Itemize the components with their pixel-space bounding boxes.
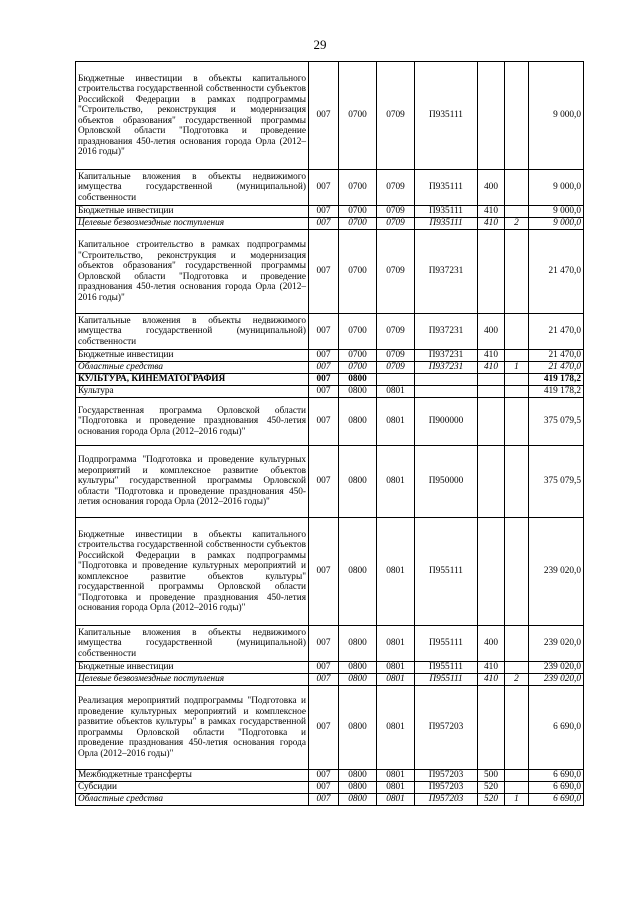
expense-name-cell: Межбюджетные трансферты	[76, 770, 309, 782]
subsection-code-cell: 0801	[377, 518, 415, 626]
grbs-code-cell: 007	[309, 206, 339, 218]
subsection-code-cell: 0801	[377, 398, 415, 446]
subsection-code-cell: 0709	[377, 314, 415, 350]
target-item-cell: П955111	[415, 518, 478, 626]
expense-type-cell: 520	[478, 794, 505, 806]
expense-name-cell: Бюджетные инвестиции в объекты капитального строительства государственной собственности субъектов Российской Федерации в рамках подпрограммы "Строительство, реконструкция и модернизация объектов образования" государственной программы Орловской области "Подготовка и проведение празднования 450-летия основания города Орла (2012–2016 годы)"	[76, 62, 309, 170]
section-code-cell: 0700	[339, 218, 377, 230]
section-code-cell: 0800	[339, 794, 377, 806]
expense-type-cell: 400	[478, 314, 505, 350]
table-row	[76, 686, 584, 770]
amount-cell: 239 020,0	[529, 662, 584, 674]
target-item-cell: П937231	[415, 314, 478, 350]
amount-cell: 6 690,0	[529, 782, 584, 794]
section-code-cell: 0700	[339, 362, 377, 374]
section-code-cell: 0800	[339, 446, 377, 518]
subsection-code-cell: 0709	[377, 350, 415, 362]
section-code-cell: 0800	[339, 662, 377, 674]
table-row	[76, 350, 584, 362]
target-item-cell	[415, 374, 478, 386]
expense-name-cell: Капитальные вложения в объекты недвижимого имущества государственной (муниципальной) собственности	[76, 170, 309, 206]
section-code-cell: 0800	[339, 782, 377, 794]
expense-name-cell: Целевые безвозмездные поступления	[76, 218, 309, 230]
expense-name-cell: Областные средства	[76, 362, 309, 374]
amount-cell: 239 020,0	[529, 518, 584, 626]
expense-name-cell: Реализация мероприятий подпрограммы "Подготовка и проведение культурных мероприятий и комплексное развитие объектов культуры" в рамках государственной программы Орловской области "Подготовка и проведение празднования 450-летия основания города Орла (2012–2016 годы)"	[76, 686, 309, 770]
section-code-cell: 0800	[339, 770, 377, 782]
subsection-code-cell: 0801	[377, 386, 415, 398]
table-row	[76, 218, 584, 230]
subsection-code-cell: 0709	[377, 206, 415, 218]
amount-cell: 419 178,2	[529, 386, 584, 398]
funding-source-cell	[505, 314, 529, 350]
target-item-cell: П937231	[415, 230, 478, 314]
funding-source-cell	[505, 686, 529, 770]
grbs-code-cell: 007	[309, 62, 339, 170]
target-item-cell: П950000	[415, 446, 478, 518]
section-code-cell: 0800	[339, 518, 377, 626]
funding-source-cell	[505, 206, 529, 218]
expense-type-cell: 400	[478, 170, 505, 206]
funding-source-cell: 1	[505, 794, 529, 806]
grbs-code-cell: 007	[309, 218, 339, 230]
table-row	[76, 362, 584, 374]
table-row	[76, 170, 584, 206]
target-item-cell: П937231	[415, 350, 478, 362]
grbs-code-cell: 007	[309, 662, 339, 674]
funding-source-cell	[505, 770, 529, 782]
expense-type-cell: 520	[478, 782, 505, 794]
funding-source-cell	[505, 386, 529, 398]
table-row	[76, 782, 584, 794]
subsection-code-cell: 0709	[377, 62, 415, 170]
target-item-cell: П955111	[415, 674, 478, 686]
grbs-code-cell: 007	[309, 794, 339, 806]
table-row	[76, 518, 584, 626]
grbs-code-cell: 007	[309, 446, 339, 518]
grbs-code-cell: 007	[309, 674, 339, 686]
expense-name-cell: Бюджетные инвестиции	[76, 206, 309, 218]
section-code-cell: 0700	[339, 314, 377, 350]
grbs-code-cell: 007	[309, 314, 339, 350]
grbs-code-cell: 007	[309, 782, 339, 794]
table-row	[76, 206, 584, 218]
funding-source-cell	[505, 398, 529, 446]
expense-type-cell	[478, 62, 505, 170]
table-row	[76, 398, 584, 446]
subsection-code-cell: 0801	[377, 686, 415, 770]
subsection-code-cell: 0801	[377, 794, 415, 806]
funding-source-cell: 1	[505, 362, 529, 374]
expense-name-cell: КУЛЬТУРА, КИНЕМАТОГРАФИЯ	[76, 374, 309, 386]
expense-name-cell: Субсидии	[76, 782, 309, 794]
expense-name-cell: Капитальные вложения в объекты недвижимого имущества государственной (муниципальной) собственности	[76, 626, 309, 662]
subsection-code-cell: 0709	[377, 218, 415, 230]
expense-type-cell: 410	[478, 662, 505, 674]
expense-type-cell	[478, 398, 505, 446]
grbs-code-cell: 007	[309, 374, 339, 386]
amount-cell: 21 470,0	[529, 362, 584, 374]
target-item-cell: П935111	[415, 62, 478, 170]
grbs-code-cell: 007	[309, 626, 339, 662]
amount-cell: 21 470,0	[529, 314, 584, 350]
grbs-code-cell: 007	[309, 386, 339, 398]
section-code-cell: 0800	[339, 398, 377, 446]
table-row	[76, 626, 584, 662]
expense-type-cell	[478, 446, 505, 518]
table-row	[76, 794, 584, 806]
expense-type-cell: 400	[478, 626, 505, 662]
expense-type-cell: 410	[478, 350, 505, 362]
table-row	[76, 674, 584, 686]
expense-type-cell: 500	[478, 770, 505, 782]
table-row	[76, 386, 584, 398]
target-item-cell: П957203	[415, 782, 478, 794]
table-row	[76, 230, 584, 314]
expense-name-cell: Бюджетные инвестиции в объекты капитального строительства государственной собственности субъектов Российской Федерации в рамках подпрограммы "Подготовка и проведение культурных мероприятий и комплексное развитие объектов культуры" государственной программы Орловской области "Подготовка и проведение празднования 450-летия основания города Орла (2012–2016 годы)"	[76, 518, 309, 626]
table-row	[76, 374, 584, 386]
target-item-cell: П935111	[415, 218, 478, 230]
subsection-code-cell: 0709	[377, 362, 415, 374]
funding-source-cell	[505, 62, 529, 170]
amount-cell: 9 000,0	[529, 206, 584, 218]
grbs-code-cell: 007	[309, 362, 339, 374]
target-item-cell: П955111	[415, 662, 478, 674]
funding-source-cell	[505, 170, 529, 206]
expense-name-cell: Подпрограмма "Подготовка и проведение культурных мероприятий и комплексное развитие объектов культуры" государственной программы Орловской области "Подготовка и проведение празднования 450-летия основания города Орла (2012–2016 годы)"	[76, 446, 309, 518]
funding-source-cell: 2	[505, 218, 529, 230]
expense-name-cell: Областные средства	[76, 794, 309, 806]
expense-type-cell: 410	[478, 206, 505, 218]
target-item-cell: П937231	[415, 362, 478, 374]
table-row	[76, 770, 584, 782]
amount-cell: 9 000,0	[529, 218, 584, 230]
target-item-cell: П935111	[415, 206, 478, 218]
budget-table	[75, 61, 584, 806]
section-code-cell: 0800	[339, 674, 377, 686]
expense-type-cell	[478, 518, 505, 626]
amount-cell: 239 020,0	[529, 674, 584, 686]
section-code-cell: 0700	[339, 170, 377, 206]
target-item-cell: П955111	[415, 626, 478, 662]
table-body	[76, 62, 584, 806]
section-code-cell: 0700	[339, 350, 377, 362]
amount-cell: 6 690,0	[529, 794, 584, 806]
table-row	[76, 314, 584, 350]
amount-cell: 9 000,0	[529, 62, 584, 170]
grbs-code-cell: 007	[309, 170, 339, 206]
subsection-code-cell: 0801	[377, 626, 415, 662]
section-code-cell: 0800	[339, 386, 377, 398]
expense-type-cell: 410	[478, 362, 505, 374]
subsection-code-cell: 0801	[377, 770, 415, 782]
amount-cell: 375 079,5	[529, 398, 584, 446]
subsection-code-cell: 0801	[377, 782, 415, 794]
amount-cell: 375 079,5	[529, 446, 584, 518]
funding-source-cell	[505, 518, 529, 626]
grbs-code-cell: 007	[309, 398, 339, 446]
funding-source-cell	[505, 230, 529, 314]
section-code-cell: 0800	[339, 374, 377, 386]
expense-type-cell	[478, 374, 505, 386]
funding-source-cell	[505, 782, 529, 794]
target-item-cell: П957203	[415, 794, 478, 806]
grbs-code-cell: 007	[309, 350, 339, 362]
expense-type-cell	[478, 230, 505, 314]
target-item-cell: П935111	[415, 170, 478, 206]
funding-source-cell	[505, 350, 529, 362]
amount-cell: 239 020,0	[529, 626, 584, 662]
subsection-code-cell	[377, 374, 415, 386]
amount-cell: 21 470,0	[529, 230, 584, 314]
subsection-code-cell: 0709	[377, 170, 415, 206]
section-code-cell: 0700	[339, 230, 377, 314]
expense-type-cell	[478, 386, 505, 398]
subsection-code-cell: 0709	[377, 230, 415, 314]
section-code-cell: 0700	[339, 62, 377, 170]
expense-type-cell	[478, 686, 505, 770]
expense-name-cell: Государственная программа Орловской области "Подготовка и проведение празднования 450-летия основания города Орла (2012–2016 годы)"	[76, 398, 309, 446]
funding-source-cell	[505, 662, 529, 674]
target-item-cell: П957203	[415, 770, 478, 782]
expense-name-cell: Культура	[76, 386, 309, 398]
grbs-code-cell: 007	[309, 518, 339, 626]
subsection-code-cell: 0801	[377, 662, 415, 674]
table-row	[76, 62, 584, 170]
section-code-cell: 0800	[339, 686, 377, 770]
amount-cell: 21 470,0	[529, 350, 584, 362]
expense-type-cell: 410	[478, 218, 505, 230]
amount-cell: 419 178,2	[529, 374, 584, 386]
amount-cell: 6 690,0	[529, 686, 584, 770]
funding-source-cell	[505, 626, 529, 662]
expense-name-cell: Бюджетные инвестиции	[76, 350, 309, 362]
subsection-code-cell: 0801	[377, 446, 415, 518]
expense-name-cell: Капитальные вложения в объекты недвижимого имущества государственной (муниципальной) собственности	[76, 314, 309, 350]
target-item-cell: П900000	[415, 398, 478, 446]
subsection-code-cell: 0801	[377, 674, 415, 686]
section-code-cell: 0700	[339, 206, 377, 218]
grbs-code-cell: 007	[309, 230, 339, 314]
table-row	[76, 662, 584, 674]
grbs-code-cell: 007	[309, 686, 339, 770]
page-number: 29	[313, 37, 327, 52]
expense-name-cell: Бюджетные инвестиции	[76, 662, 309, 674]
expense-name-cell: Целевые безвозмездные поступления	[76, 674, 309, 686]
expense-type-cell: 410	[478, 674, 505, 686]
expense-name-cell: Капитальное строительство в рамках подпрограммы "Строительство, реконструкция и модернизация объектов образования" государственной программы Орловской области "Подготовка и проведение празднования 450-летия основания города Орла (2012–2016 годы)"	[76, 230, 309, 314]
table-row	[76, 446, 584, 518]
amount-cell: 6 690,0	[529, 770, 584, 782]
funding-source-cell: 2	[505, 674, 529, 686]
target-item-cell: П957203	[415, 686, 478, 770]
amount-cell: 9 000,0	[529, 170, 584, 206]
section-code-cell: 0800	[339, 626, 377, 662]
funding-source-cell	[505, 374, 529, 386]
funding-source-cell	[505, 446, 529, 518]
grbs-code-cell: 007	[309, 770, 339, 782]
target-item-cell	[415, 386, 478, 398]
